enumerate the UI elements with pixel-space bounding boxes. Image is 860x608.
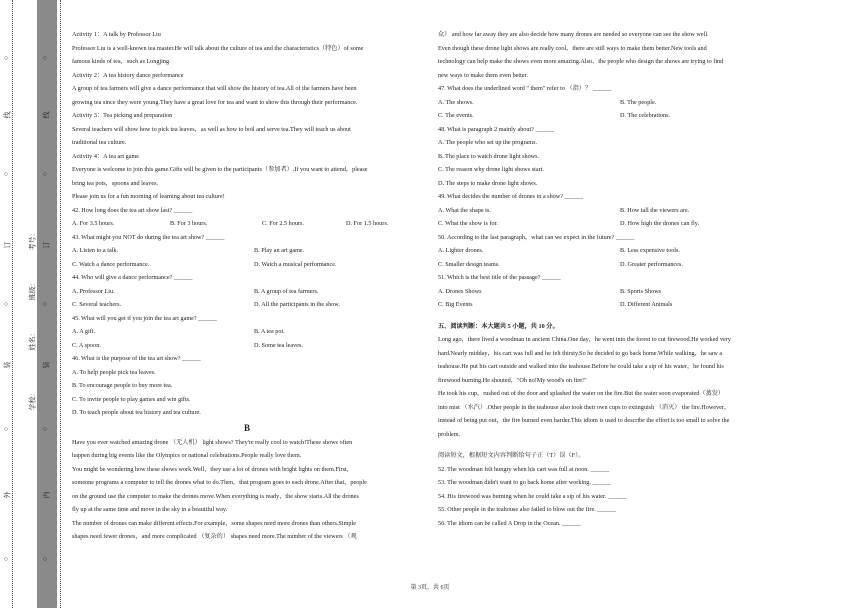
q51-options [438,285,790,299]
option: C. To invite people to play games and win gifts. [72,395,191,403]
activity-3-title: Activity 3：Tea picking and preparation [72,112,173,119]
question-47: 47. What does the underlined word " them" refer to （指）？ ______ [438,85,612,92]
question-50: 50. According to the last paragraph，what can we expect in the future? ______ [438,233,635,241]
question-51: 51. Which is the best title of the passage? ______ [438,274,561,281]
outer-mark: ○ [2,301,11,307]
q47-options [438,109,790,123]
text-line: problem. [438,430,461,438]
option: C. For 2.5 hours. [262,220,304,227]
text-line: traditional tea culture. [72,139,127,146]
text-line: fly up at the same time and move in the sky in a beautiful way. [72,506,228,513]
inner-mark: ○ [41,426,50,432]
q50-options [438,258,790,272]
option: C. Several teachers. [72,301,122,308]
inner-mark: 线 [42,111,51,119]
text-line [72,449,422,463]
option: A. A gift. [72,328,96,335]
text-line: hard.Nearly midday，his cart was full and he felt thirsty.So he decided to go back home.While walking，he saw a [438,349,723,357]
question-52: 52. The woodman felt hungry when his cart was full at noon. ______ [438,465,610,473]
question-46: 46. What is the purpose of the tea art show? ______ [72,355,201,362]
question-54: 54. His firewood was burning when he could take a sip of his water. ______ [438,492,627,500]
text-line: someone programs a computer to tell the drones what to do.Then，that program goes to each drone.After that，people [72,479,367,486]
activity-4-title: Activity 4：A tea art game [72,152,140,160]
option: C. Smaller design teams. [438,260,500,268]
tf-instructions: 阅读短文，根据短文内容判断给句子正（T）误（F）。 [438,452,585,459]
option: D. Watch a musical performance. [254,260,337,268]
outer-mark: 装 [3,361,12,369]
text-line: on the ground use the computer to make the drones move.When everything is ready，the show starts.All the drones [72,492,359,500]
outer-mark: 线 [3,111,12,119]
option: B. A group of tea farmers. [254,287,319,295]
text-line: bring tea pots，spoons and leaves. [72,179,159,187]
question-55: 55. Other people in the teahouse also failed to blow out the fire. ______ [438,506,616,513]
q45-options [72,325,422,339]
option: B. The place to watch drone light shows. [438,152,540,160]
inner-mark: ○ [41,171,50,177]
option: B. How tall the viewers are. [620,206,690,214]
text-line: The number of drones can make different effects.For example，some shapes need more drones than others.Simple [72,519,356,527]
option: D. All the participants in the show. [254,301,340,308]
option: B. Sports Shows [620,287,662,295]
text-line: famous kinds of tea，such as Longjing. [72,58,171,65]
option: B. Less expensive tools. [620,247,680,254]
option: A. To help people pick tea leaves. [72,368,156,376]
section-b-heading: B [243,422,250,433]
question-53: 53. The woodman didn't want to go back home after working. ______ [438,479,612,486]
outer-mark: 订 [3,241,12,249]
activity-1-title: Activity 1：A talk by Professor Liu [72,31,161,38]
option: C. What the show is for. [438,220,498,227]
q49-options [438,204,790,218]
spacer [438,312,790,320]
question-45: 45. What will you get if you join the tea art game? ______ [72,314,217,322]
outer-mark: ○ [2,171,11,177]
text-line: Please join us for a fun morning of learning about tea culture! [72,193,225,200]
spacer [438,441,790,449]
inner-mark: 装 [42,361,51,369]
option: C. The events. [438,112,474,119]
outer-mark: ○ [2,556,11,562]
school-field: 学校： [28,389,37,411]
text-line: growing tea since they were young.They have a great love for tea and want to show this through their performance. [72,98,358,106]
outer-mark: 外 [3,491,12,499]
q47-options [438,96,790,110]
question-48: 48. What is paragraph 2 mainly about? ______ [438,125,555,133]
question-49: 49. What decides the number of drones in a show? ______ [438,193,584,200]
inner-mark: ○ [41,301,50,307]
question-42: 42. How long does the tea art show last? ______ [72,206,193,214]
option: C. Big Events [438,301,473,308]
option: A. What the shape is. [438,206,491,214]
option: C. A spoon. [72,341,101,349]
question-43: 43. What might you NOT do during the tea art show? ______ [72,233,225,241]
text-line: Long ago，there lived a woodman in ancient China.One day，he went into the forest to cut firewood.He worked very [438,336,731,343]
text-line: A group of tea farmers will give a dance performance that will show the history of tea.All of the farmers have been [72,85,357,92]
q44-options [72,298,422,312]
inner-mark: 订 [42,241,51,249]
activity-2-title: Activity 2：A tea history dance performance [72,71,184,79]
option: A. Lighter drones. [438,247,484,254]
name-field: 姓名： [28,329,37,351]
option: A. The people who set up the programs. [438,139,538,146]
option: A. The shows. [438,98,474,106]
q49-options [438,217,790,231]
q43-options [72,244,422,258]
option: C. The reason why drone light shows start. [438,166,544,173]
q50-options [438,244,790,258]
exam-number-field: 考号： [28,229,37,251]
outer-mark: ○ [2,55,11,61]
option: D. Greater performances. [620,260,683,268]
text-line: shapes need fewer drones，and more complicated （复杂的） shapes need more.The number of the viewers （观 [72,533,357,540]
inner-cut-line [60,0,61,608]
binding-margin [0,0,62,608]
option: B. The people. [620,98,657,106]
q51-options [438,298,790,312]
page-footer: 第 3页，共 6页 [410,585,450,591]
text-line: Everyone is welcome to join this game.Gifts will be given to the participants（参加者）.If you want to attend，please [72,166,368,173]
q45-options [72,339,422,353]
option: B. To encourage people to buy more tea. [72,382,173,389]
option: D. Different Animals [620,301,673,308]
text-line: Several teachers will show how to pick tea leaves，as well as how to boil and serve tea.They will teach us about [72,125,351,133]
question-44: 44. Who will give a dance performance? ______ [72,274,193,281]
text-line: Professor Liu is a well-known tea master.He will talk about the culture of tea and the characteristics（特色）of some [72,44,364,52]
inner-mark: ○ [41,55,50,61]
option: B. Play an art game. [254,247,305,254]
option: A. Listen to a talk. [72,247,119,254]
q42-options [72,217,422,231]
outer-mark: ○ [2,426,11,432]
section-5-heading: 五、阅读判断：本大题共 5 小题，共 10 分。 [438,322,559,330]
text-line: He took his cup，rushed out of the door and splashed the water on the fire.But the water soon evaporated（蒸发） [438,390,725,397]
text-line: Have you ever watched amazing drone （无人机） light shows? They're really cool to watch!These shows often [72,438,353,446]
text-line: teahouse.He put his cart outside and walked into the teahouse.Before he could take a sip of his water，he found his [438,363,724,370]
option: A. For 3.5 hours. [72,220,115,227]
option: D. For 1.5 hours. [346,220,389,227]
text-segment: happen during big events like the Olympics or national celebrations.People really love them. [72,452,302,459]
option: A. Professor Liu. [72,287,115,295]
outer-cut-line [12,0,13,608]
class-field: 班级： [28,279,37,301]
option: D. Some tea leaves. [254,341,303,349]
question-56: 56. The idiom can be called A Drop in the Ocean. ______ [438,519,581,527]
text-line: instead of being put out，the fire burned even harder.This idiom is used to describe the effort is too small to solve the [438,417,730,424]
text-line: 众） and how far away they are also decide how many drones are needed so everyone can see the show well. [438,31,709,38]
option: B. A tea pot. [254,328,285,335]
option: A. Drones Shows [438,287,482,295]
right-column [438,28,790,530]
text-line: Even though these drone light shows are really cool，there are still ways to make them better.New tools and [438,44,707,52]
text-line: technology can help make the shows even more amazing.Also，the people who design the shows are trying to find [438,58,724,65]
text-line: new ways to make them even better. [438,71,528,79]
q44-options [72,285,422,299]
option: D. How high the drones can fly. [620,220,699,227]
text-line: into mist （水汽）.Other people in the teahouse also took their own cups to extinguish （消灭） the fire.However， [438,403,731,411]
text-line: firewood burning.He shouted，"Oh no!My wood's on fire!" [438,376,587,384]
q43-options [72,258,422,272]
option: C. Watch a dance performance. [72,260,150,268]
left-column [72,28,422,544]
text-line: You might be wondering how these shows work.Well，they use a lot of drones with bright lights on them.First， [72,465,353,473]
option: D. To teach people about tea history and tea culture. [72,409,201,416]
option: D. The celebrations. [620,112,671,119]
inner-mark: ○ [41,556,50,562]
option: D. The steps to make drone light shows. [438,179,538,187]
option: B. For 3 hours. [170,220,208,227]
inner-mark: 内 [42,491,51,499]
